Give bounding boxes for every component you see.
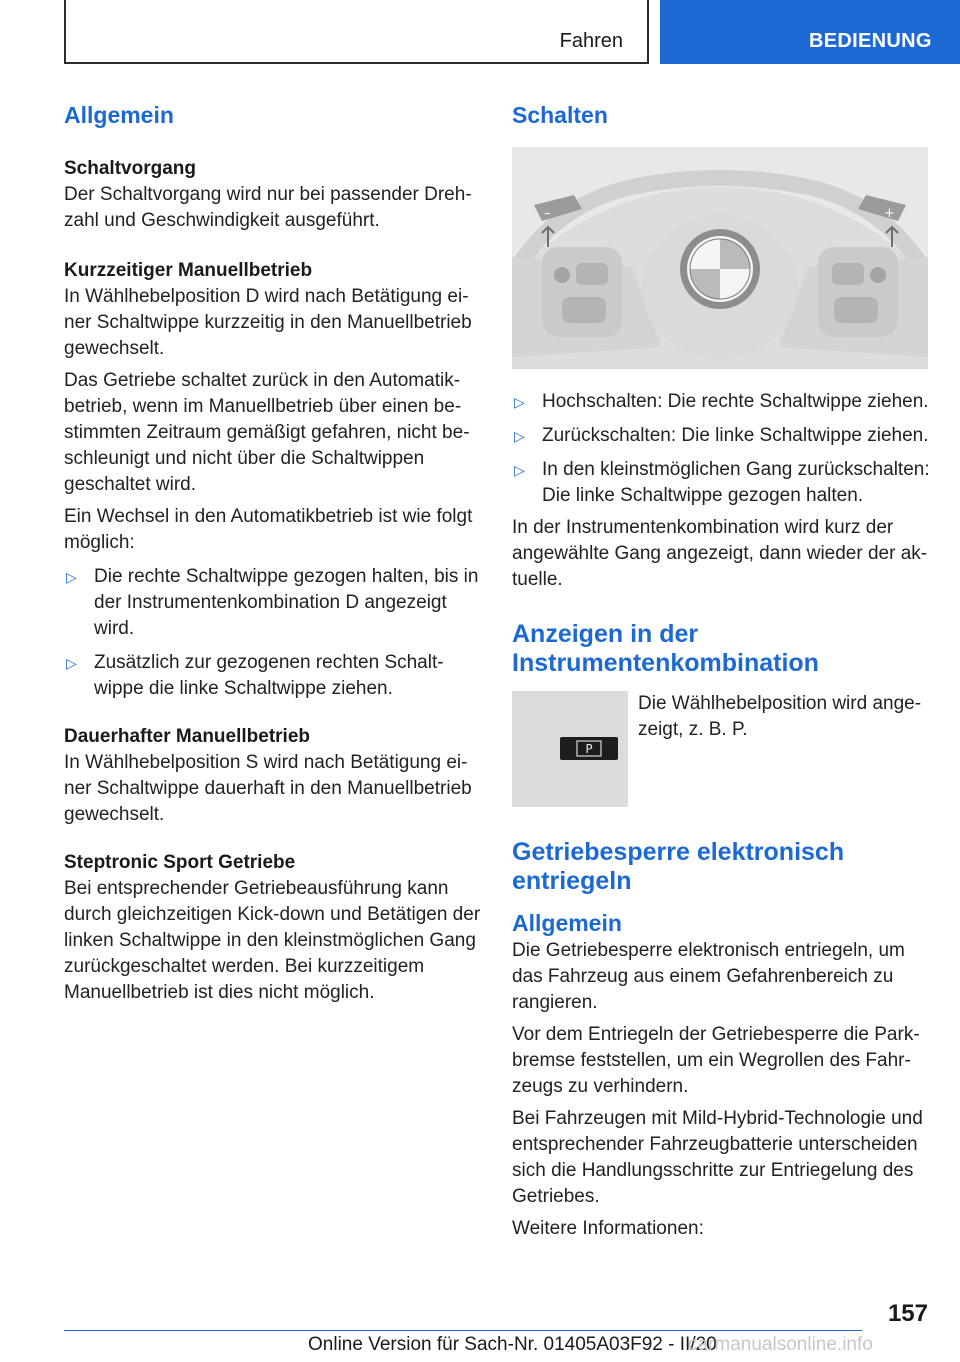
bullet-triangle-icon: ▷ [514, 462, 525, 478]
heading-schalten: Schalten [512, 102, 608, 128]
heading-kurzzeitiger-manuellbetrieb: Kurzzeitiger Manuellbetrieb [64, 260, 313, 281]
header-section-label: Fahren [559, 30, 623, 52]
svg-text:+: + [884, 206, 895, 221]
heading-dauerhafter-manuellbetrieb: Dauerhafter Manuellbetrieb [64, 726, 310, 747]
header-section-box [64, 0, 649, 64]
heading-allgemein: Allgemein [64, 102, 174, 128]
text-schaltvorgang: Der Schaltvorgang wird nur bei passender Drehzahl und Geschwindigkeit ausgeführt. [64, 184, 472, 231]
text-sperre-2: Vor dem Entriegeln der Getriebesperre die Parkbremse feststellen, um ein Wegrollen des Fahrzeugs zu verhindern. [512, 1024, 920, 1097]
bullet-triangle-icon: ▷ [66, 655, 77, 671]
text-sperre-3: Bei Fahrzeugen mit Mild-Hybrid-Technologie und entsprechender Fahrzeugbatterie unterscheiden sich die Handlungsschritte zur Entriegelung des Getriebes. [512, 1108, 923, 1207]
text-anzeigen: Die Wählhebelposition wird angezeigt, z. B. P. [638, 693, 922, 740]
text-schalten: In der Instrumentenkombination wird kurz der angewählte Gang angezeigt, dann wieder der aktuelle. [512, 517, 928, 590]
list-schalten [512, 389, 930, 509]
gear-display-illustration [512, 691, 628, 807]
bullet-triangle-icon: ▷ [66, 569, 77, 585]
steering-wheel-illustration [512, 147, 928, 369]
text-kurzzeitig-2: Das Getriebe schaltet zurück in den Automatikbetrieb, wenn im Manuellbetrieb über einen bestimmten Zeitraum gemäßigt gefahren, nicht beschleunigt und nicht über die Schaltwippen geschaltet wird. [64, 370, 470, 495]
header-chapter-tab [660, 0, 960, 64]
list-item: ▷ Zusätzlich zur gezogenen rechten Schaltwippe die linke Schaltwippe ziehen. [66, 652, 444, 699]
text-kurzzeitig-1: In Wählhebelposition D wird nach Betätigung einer Schaltwippe kurzzeitig in den Manuellbetrieb gewechselt. [64, 286, 472, 359]
instrument-display-figure [512, 691, 628, 807]
heading-steptronic-sport-getriebe: Steptronic Sport Getriebe [64, 852, 296, 873]
text-kurzzeitig-3: Ein Wechsel in den Automatikbetrieb ist wie folgt möglich: [64, 506, 473, 553]
display-gear-letter: P [585, 742, 593, 756]
list-item: ▷ Die rechte Schaltwippe gezogen halten, bis in der Instrumentenkombination D angezeigt wird. [66, 566, 479, 639]
text-sperre-4: Weitere Informationen: [512, 1218, 704, 1239]
heading-schaltvorgang: Schaltvorgang [64, 158, 196, 179]
footer-online-version: Online Version für Sach-Nr. 01405A03F92 - II/20 [308, 1334, 717, 1355]
heading-getriebesperre-entriegeln: Getriebesperre elektronisch entriegeln [512, 838, 845, 895]
list-item: ▷ Hochschalten: Die rechte Schaltwippe ziehen. [512, 389, 930, 415]
header-chapter-label: BEDIENUNG [809, 30, 932, 52]
page-number: 157 [887, 1300, 928, 1327]
text-sperre-1: Die Getriebesperre elektronisch entriegeln, um das Fahrzeug aus einem Gefahrenbereich zu rangieren. [512, 940, 905, 1013]
bullet-triangle-icon: ▷ [514, 428, 525, 444]
display-row [512, 691, 930, 809]
text-dauerhaft: In Wählhebelposition S wird nach Betätigung einer Schaltwippe dauerhaft in den Manuellbetrieb gewechselt. [64, 752, 472, 825]
steering-wheel-figure [512, 147, 928, 369]
text-steptronic: Bei entsprechender Getriebeausführung kann durch gleichzeitigen Kick-down und Betätigen der linken Schaltwippe in den kleinstmöglichen Gang zurückgeschaltet werden. Bei kurzzeitigem Manuellbetrieb ist dies nicht möglich. [64, 878, 481, 1003]
list-item: ▷ Zurückschalten: Die linke Schaltwippe ziehen. [512, 423, 930, 449]
heading-allgemein-2: Allgemein [512, 910, 622, 936]
footer-divider [64, 1330, 862, 1331]
list-automatik-wechsel [64, 564, 482, 702]
bullet-triangle-icon: ▷ [514, 394, 525, 410]
left-column [64, 100, 482, 1006]
footer-watermark: carmanualsonline.info [688, 1334, 873, 1355]
heading-anzeigen-instrumentenkombination: Anzeigen in der Instrumentenkombination [512, 620, 819, 677]
svg-text:–: – [544, 206, 551, 221]
right-column [512, 100, 930, 1242]
list-item: ▷ In den kleinstmöglichen Gang zurückschalten: Die linke Schaltwippe gezogen halten. [514, 459, 930, 506]
